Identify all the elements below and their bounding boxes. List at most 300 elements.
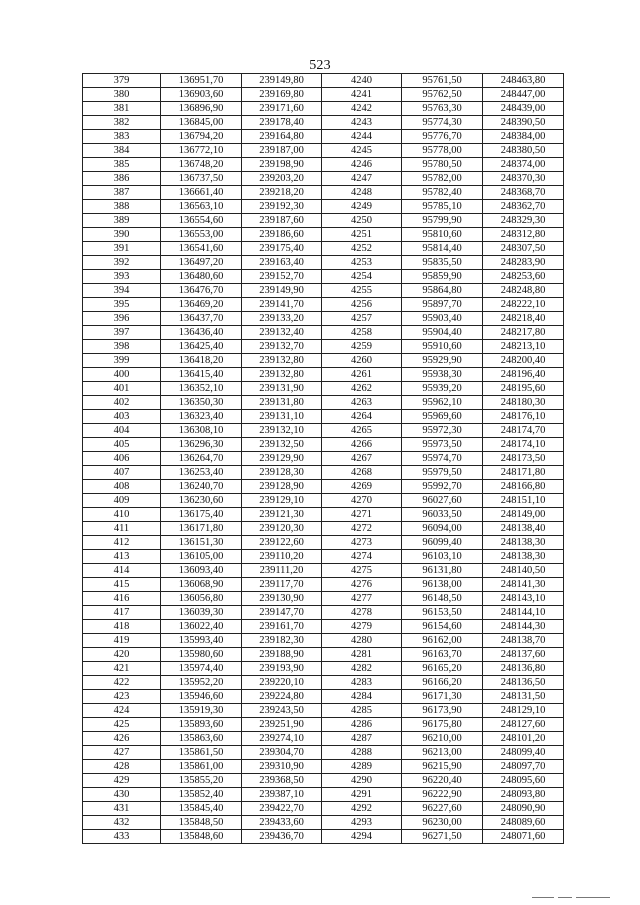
table-cell: 248138,30 bbox=[483, 536, 564, 550]
table-cell: 390 bbox=[83, 228, 161, 242]
table-cell: 136022,40 bbox=[161, 620, 242, 634]
table-cell: 135848,60 bbox=[161, 830, 242, 844]
table-cell: 248138,70 bbox=[483, 634, 564, 648]
table-cell: 400 bbox=[83, 368, 161, 382]
table-cell: 136350,30 bbox=[161, 396, 242, 410]
table-row bbox=[83, 438, 564, 452]
table-cell: 239130,90 bbox=[242, 592, 322, 606]
table-cell: 4246 bbox=[322, 158, 402, 172]
table-cell: 248368,70 bbox=[483, 186, 564, 200]
table-cell: 431 bbox=[83, 802, 161, 816]
table-cell: 4270 bbox=[322, 494, 402, 508]
table-cell: 239161,70 bbox=[242, 620, 322, 634]
table-cell: 136772,10 bbox=[161, 144, 242, 158]
table-row bbox=[83, 116, 564, 130]
table-cell: 384 bbox=[83, 144, 161, 158]
table-cell: 96131,80 bbox=[402, 564, 483, 578]
table-cell: 239141,70 bbox=[242, 298, 322, 312]
table-cell: 409 bbox=[83, 494, 161, 508]
table-cell: 239243,50 bbox=[242, 704, 322, 718]
table-cell: 426 bbox=[83, 732, 161, 746]
table-cell: 95761,50 bbox=[402, 74, 483, 88]
table-row bbox=[83, 424, 564, 438]
table-cell: 248099,40 bbox=[483, 746, 564, 760]
table-row bbox=[83, 396, 564, 410]
table-cell: 136903,60 bbox=[161, 88, 242, 102]
table-cell: 248149,00 bbox=[483, 508, 564, 522]
table-cell: 239131,80 bbox=[242, 396, 322, 410]
table-row bbox=[83, 718, 564, 732]
table-row bbox=[83, 186, 564, 200]
table-cell: 239149,80 bbox=[242, 74, 322, 88]
table-cell: 135952,20 bbox=[161, 676, 242, 690]
table-cell: 136230,60 bbox=[161, 494, 242, 508]
table-cell: 4244 bbox=[322, 130, 402, 144]
table-cell: 433 bbox=[83, 830, 161, 844]
table-cell: 416 bbox=[83, 592, 161, 606]
coordinates-table-body bbox=[83, 74, 564, 844]
table-cell: 239187,00 bbox=[242, 144, 322, 158]
table-cell: 4248 bbox=[322, 186, 402, 200]
table-cell: 135974,40 bbox=[161, 662, 242, 676]
table-cell: 248101,20 bbox=[483, 732, 564, 746]
table-cell: 239128,90 bbox=[242, 480, 322, 494]
table-cell: 4243 bbox=[322, 116, 402, 130]
table-cell: 248174,10 bbox=[483, 438, 564, 452]
table-cell: 248374,00 bbox=[483, 158, 564, 172]
table-row bbox=[83, 592, 564, 606]
table-cell: 406 bbox=[83, 452, 161, 466]
table-cell: 136264,70 bbox=[161, 452, 242, 466]
table-cell: 248131,50 bbox=[483, 690, 564, 704]
table-cell: 95969,60 bbox=[402, 410, 483, 424]
table-cell: 248176,10 bbox=[483, 410, 564, 424]
table-cell: 136748,20 bbox=[161, 158, 242, 172]
table-cell: 95992,70 bbox=[402, 480, 483, 494]
table-cell: 4293 bbox=[322, 816, 402, 830]
table-cell: 4241 bbox=[322, 88, 402, 102]
table-row bbox=[83, 620, 564, 634]
table-cell: 95778,00 bbox=[402, 144, 483, 158]
table-cell: 239274,10 bbox=[242, 732, 322, 746]
table-cell: 239129,90 bbox=[242, 452, 322, 466]
table-cell: 96166,20 bbox=[402, 676, 483, 690]
table-cell: 136415,40 bbox=[161, 368, 242, 382]
table-row bbox=[83, 676, 564, 690]
table-cell: 136497,20 bbox=[161, 256, 242, 270]
table-cell: 4288 bbox=[322, 746, 402, 760]
table-cell: 96222,90 bbox=[402, 788, 483, 802]
table-row bbox=[83, 536, 564, 550]
table-cell: 95962,10 bbox=[402, 396, 483, 410]
table-row bbox=[83, 102, 564, 116]
table-cell: 95762,50 bbox=[402, 88, 483, 102]
table-cell: 248180,30 bbox=[483, 396, 564, 410]
table-row bbox=[83, 452, 564, 466]
table-row bbox=[83, 340, 564, 354]
table-cell: 239132,50 bbox=[242, 438, 322, 452]
table-row bbox=[83, 508, 564, 522]
table-cell: 239132,80 bbox=[242, 368, 322, 382]
table-cell: 392 bbox=[83, 256, 161, 270]
table-cell: 95776,70 bbox=[402, 130, 483, 144]
table-cell: 136563,10 bbox=[161, 200, 242, 214]
table-cell: 96271,50 bbox=[402, 830, 483, 844]
table-cell: 239220,10 bbox=[242, 676, 322, 690]
table-cell: 414 bbox=[83, 564, 161, 578]
table-cell: 239131,90 bbox=[242, 382, 322, 396]
table-row bbox=[83, 704, 564, 718]
table-cell: 248144,10 bbox=[483, 606, 564, 620]
table-cell: 136845,00 bbox=[161, 116, 242, 130]
table-cell: 418 bbox=[83, 620, 161, 634]
table-cell: 4292 bbox=[322, 802, 402, 816]
table-cell: 248283,90 bbox=[483, 256, 564, 270]
table-cell: 136308,10 bbox=[161, 424, 242, 438]
table-cell: 136352,10 bbox=[161, 382, 242, 396]
table-cell: 4268 bbox=[322, 466, 402, 480]
table-cell: 425 bbox=[83, 718, 161, 732]
table-cell: 239224,80 bbox=[242, 690, 322, 704]
table-cell: 95973,50 bbox=[402, 438, 483, 452]
table-row bbox=[83, 522, 564, 536]
table-cell: 432 bbox=[83, 816, 161, 830]
table-cell: 248141,30 bbox=[483, 578, 564, 592]
table-cell: 95974,70 bbox=[402, 452, 483, 466]
table-cell: 421 bbox=[83, 662, 161, 676]
table-cell: 136323,40 bbox=[161, 410, 242, 424]
table-cell: 248248,80 bbox=[483, 284, 564, 298]
table-cell: 395 bbox=[83, 298, 161, 312]
table-cell: 136437,70 bbox=[161, 312, 242, 326]
table-cell: 4289 bbox=[322, 760, 402, 774]
coordinates-table bbox=[82, 73, 564, 844]
table-cell: 407 bbox=[83, 466, 161, 480]
table-cell: 404 bbox=[83, 424, 161, 438]
table-row bbox=[83, 774, 564, 788]
table-cell: 385 bbox=[83, 158, 161, 172]
table-cell: 4256 bbox=[322, 298, 402, 312]
table-cell: 239304,70 bbox=[242, 746, 322, 760]
table-cell: 239131,10 bbox=[242, 410, 322, 424]
table-cell: 239182,30 bbox=[242, 634, 322, 648]
table-cell: 96227,60 bbox=[402, 802, 483, 816]
table-cell: 95897,70 bbox=[402, 298, 483, 312]
table-cell: 136661,40 bbox=[161, 186, 242, 200]
table-cell: 239152,70 bbox=[242, 270, 322, 284]
table-row bbox=[83, 354, 564, 368]
table-cell: 136171,80 bbox=[161, 522, 242, 536]
table-row bbox=[83, 578, 564, 592]
table-row bbox=[83, 88, 564, 102]
table-cell: 248447,00 bbox=[483, 88, 564, 102]
table-cell: 389 bbox=[83, 214, 161, 228]
table-cell: 248093,80 bbox=[483, 788, 564, 802]
table-row bbox=[83, 326, 564, 340]
table-cell: 248127,60 bbox=[483, 718, 564, 732]
table-cell: 136541,60 bbox=[161, 242, 242, 256]
table-cell: 96230,00 bbox=[402, 816, 483, 830]
table-cell: 248390,50 bbox=[483, 116, 564, 130]
table-cell: 383 bbox=[83, 130, 161, 144]
table-cell: 239147,70 bbox=[242, 606, 322, 620]
table-cell: 4265 bbox=[322, 424, 402, 438]
table-cell: 4277 bbox=[322, 592, 402, 606]
table-cell: 136296,30 bbox=[161, 438, 242, 452]
table-cell: 4257 bbox=[322, 312, 402, 326]
table-cell: 248218,40 bbox=[483, 312, 564, 326]
table-cell: 4294 bbox=[322, 830, 402, 844]
table-row bbox=[83, 564, 564, 578]
table-cell: 4281 bbox=[322, 648, 402, 662]
table-cell: 4254 bbox=[322, 270, 402, 284]
table-cell: 4242 bbox=[322, 102, 402, 116]
table-cell: 239186,60 bbox=[242, 228, 322, 242]
table-cell: 95785,10 bbox=[402, 200, 483, 214]
table-cell: 248307,50 bbox=[483, 242, 564, 256]
table-cell: 136425,40 bbox=[161, 340, 242, 354]
table-row bbox=[83, 816, 564, 830]
table-cell: 136253,40 bbox=[161, 466, 242, 480]
table-row bbox=[83, 200, 564, 214]
table-cell: 248329,30 bbox=[483, 214, 564, 228]
table-row bbox=[83, 228, 564, 242]
table-row bbox=[83, 480, 564, 494]
table-cell: 248174,70 bbox=[483, 424, 564, 438]
table-cell: 248213,10 bbox=[483, 340, 564, 354]
page-number: 523 bbox=[309, 58, 331, 73]
table-row bbox=[83, 284, 564, 298]
table-cell: 135893,60 bbox=[161, 718, 242, 732]
table-cell: 95774,30 bbox=[402, 116, 483, 130]
table-cell: 4275 bbox=[322, 564, 402, 578]
table-cell: 239192,30 bbox=[242, 200, 322, 214]
table-cell: 136151,30 bbox=[161, 536, 242, 550]
table-cell: 239187,60 bbox=[242, 214, 322, 228]
table-row bbox=[83, 130, 564, 144]
table-cell: 4271 bbox=[322, 508, 402, 522]
table-cell: 136554,60 bbox=[161, 214, 242, 228]
table-cell: 95782,40 bbox=[402, 186, 483, 200]
table-cell: 405 bbox=[83, 438, 161, 452]
table-cell: 4250 bbox=[322, 214, 402, 228]
table-row bbox=[83, 662, 564, 676]
table-cell: 4261 bbox=[322, 368, 402, 382]
table-cell: 4262 bbox=[322, 382, 402, 396]
table-cell: 239163,40 bbox=[242, 256, 322, 270]
table-cell: 135861,50 bbox=[161, 746, 242, 760]
table-cell: 248463,80 bbox=[483, 74, 564, 88]
table-cell: 239110,20 bbox=[242, 550, 322, 564]
table-cell: 95835,50 bbox=[402, 256, 483, 270]
table-cell: 248217,80 bbox=[483, 326, 564, 340]
table-cell: 429 bbox=[83, 774, 161, 788]
table-cell: 136951,70 bbox=[161, 74, 242, 88]
table-row bbox=[83, 732, 564, 746]
table-cell: 248171,80 bbox=[483, 466, 564, 480]
table-cell: 96138,00 bbox=[402, 578, 483, 592]
table-cell: 419 bbox=[83, 634, 161, 648]
table-cell: 135980,60 bbox=[161, 648, 242, 662]
table-cell: 239133,20 bbox=[242, 312, 322, 326]
table-cell: 239132,80 bbox=[242, 354, 322, 368]
table-cell: 410 bbox=[83, 508, 161, 522]
table-cell: 96215,90 bbox=[402, 760, 483, 774]
table-cell: 95939,20 bbox=[402, 382, 483, 396]
footer-scan-mark bbox=[532, 897, 612, 899]
table-cell: 136737,50 bbox=[161, 172, 242, 186]
table-cell: 135863,60 bbox=[161, 732, 242, 746]
table-cell: 136105,00 bbox=[161, 550, 242, 564]
table-cell: 96162,00 bbox=[402, 634, 483, 648]
table-cell: 239122,60 bbox=[242, 536, 322, 550]
table-cell: 248095,60 bbox=[483, 774, 564, 788]
table-cell: 415 bbox=[83, 578, 161, 592]
table-cell: 239129,10 bbox=[242, 494, 322, 508]
table-cell: 4266 bbox=[322, 438, 402, 452]
table-cell: 4251 bbox=[322, 228, 402, 242]
table-cell: 96165,20 bbox=[402, 662, 483, 676]
table-cell: 239368,50 bbox=[242, 774, 322, 788]
table-cell: 248173,50 bbox=[483, 452, 564, 466]
table-cell: 135946,60 bbox=[161, 690, 242, 704]
table-cell: 4278 bbox=[322, 606, 402, 620]
table-cell: 4272 bbox=[322, 522, 402, 536]
table-row bbox=[83, 256, 564, 270]
table-cell: 95910,60 bbox=[402, 340, 483, 354]
table-cell: 96220,40 bbox=[402, 774, 483, 788]
table-cell: 135861,00 bbox=[161, 760, 242, 774]
table-cell: 4245 bbox=[322, 144, 402, 158]
table-cell: 420 bbox=[83, 648, 161, 662]
table-cell: 95972,30 bbox=[402, 424, 483, 438]
table-cell: 96153,50 bbox=[402, 606, 483, 620]
table-cell: 136418,20 bbox=[161, 354, 242, 368]
table-cell: 135919,30 bbox=[161, 704, 242, 718]
table-cell: 393 bbox=[83, 270, 161, 284]
table-cell: 248439,00 bbox=[483, 102, 564, 116]
table-cell: 4267 bbox=[322, 452, 402, 466]
table-cell: 136553,00 bbox=[161, 228, 242, 242]
table-cell: 422 bbox=[83, 676, 161, 690]
table-cell: 248137,60 bbox=[483, 648, 564, 662]
table-cell: 413 bbox=[83, 550, 161, 564]
table-cell: 95782,00 bbox=[402, 172, 483, 186]
table-cell: 427 bbox=[83, 746, 161, 760]
table-cell: 403 bbox=[83, 410, 161, 424]
table-cell: 430 bbox=[83, 788, 161, 802]
table-cell: 248380,50 bbox=[483, 144, 564, 158]
table-row bbox=[83, 298, 564, 312]
table-cell: 4258 bbox=[322, 326, 402, 340]
table-cell: 248370,30 bbox=[483, 172, 564, 186]
table-cell: 417 bbox=[83, 606, 161, 620]
table-cell: 388 bbox=[83, 200, 161, 214]
table-cell: 4249 bbox=[322, 200, 402, 214]
table-cell: 4260 bbox=[322, 354, 402, 368]
table-row bbox=[83, 830, 564, 844]
table-cell: 380 bbox=[83, 88, 161, 102]
table-cell: 248196,40 bbox=[483, 368, 564, 382]
table-cell: 248222,10 bbox=[483, 298, 564, 312]
table-cell: 96094,00 bbox=[402, 522, 483, 536]
table-cell: 248253,60 bbox=[483, 270, 564, 284]
table-cell: 4282 bbox=[322, 662, 402, 676]
table-cell: 379 bbox=[83, 74, 161, 88]
table-cell: 4259 bbox=[322, 340, 402, 354]
table-cell: 239436,70 bbox=[242, 830, 322, 844]
table-cell: 136093,40 bbox=[161, 564, 242, 578]
table-cell: 96033,50 bbox=[402, 508, 483, 522]
table-cell: 136480,60 bbox=[161, 270, 242, 284]
table-cell: 248138,30 bbox=[483, 550, 564, 564]
table-cell: 239121,30 bbox=[242, 508, 322, 522]
table-cell: 248071,60 bbox=[483, 830, 564, 844]
table-cell: 95903,40 bbox=[402, 312, 483, 326]
table-row bbox=[83, 74, 564, 88]
table-cell: 96154,60 bbox=[402, 620, 483, 634]
table-cell: 411 bbox=[83, 522, 161, 536]
table-row bbox=[83, 312, 564, 326]
table-cell: 4252 bbox=[322, 242, 402, 256]
table-cell: 96210,00 bbox=[402, 732, 483, 746]
table-cell: 248312,80 bbox=[483, 228, 564, 242]
table-cell: 136794,20 bbox=[161, 130, 242, 144]
table-row bbox=[83, 410, 564, 424]
table-cell: 248144,30 bbox=[483, 620, 564, 634]
table-cell: 239251,90 bbox=[242, 718, 322, 732]
table-cell: 248384,00 bbox=[483, 130, 564, 144]
table-cell: 136469,20 bbox=[161, 298, 242, 312]
table-cell: 4269 bbox=[322, 480, 402, 494]
table-cell: 239164,80 bbox=[242, 130, 322, 144]
table-cell: 401 bbox=[83, 382, 161, 396]
table-cell: 239193,90 bbox=[242, 662, 322, 676]
table-cell: 239132,70 bbox=[242, 340, 322, 354]
table-cell: 96099,40 bbox=[402, 536, 483, 550]
table-cell: 136896,90 bbox=[161, 102, 242, 116]
table-cell: 239310,90 bbox=[242, 760, 322, 774]
table-cell: 4291 bbox=[322, 788, 402, 802]
table-cell: 394 bbox=[83, 284, 161, 298]
table-row bbox=[83, 242, 564, 256]
table-cell: 382 bbox=[83, 116, 161, 130]
table-row bbox=[83, 690, 564, 704]
table-cell: 96103,10 bbox=[402, 550, 483, 564]
table-cell: 248195,60 bbox=[483, 382, 564, 396]
table-cell: 95780,50 bbox=[402, 158, 483, 172]
table-row bbox=[83, 606, 564, 620]
table-row bbox=[83, 144, 564, 158]
table-cell: 96148,50 bbox=[402, 592, 483, 606]
table-cell: 239178,40 bbox=[242, 116, 322, 130]
table-cell: 136175,40 bbox=[161, 508, 242, 522]
table-cell: 248166,80 bbox=[483, 480, 564, 494]
table-cell: 96173,90 bbox=[402, 704, 483, 718]
table-cell: 4274 bbox=[322, 550, 402, 564]
table-cell: 95904,40 bbox=[402, 326, 483, 340]
table-cell: 248138,40 bbox=[483, 522, 564, 536]
table-cell: 239433,60 bbox=[242, 816, 322, 830]
table-cell: 412 bbox=[83, 536, 161, 550]
table-cell: 136068,90 bbox=[161, 578, 242, 592]
table-cell: 4285 bbox=[322, 704, 402, 718]
table-cell: 136039,30 bbox=[161, 606, 242, 620]
table-cell: 135845,40 bbox=[161, 802, 242, 816]
table-cell: 4287 bbox=[322, 732, 402, 746]
table-cell: 239132,10 bbox=[242, 424, 322, 438]
table-cell: 136436,40 bbox=[161, 326, 242, 340]
